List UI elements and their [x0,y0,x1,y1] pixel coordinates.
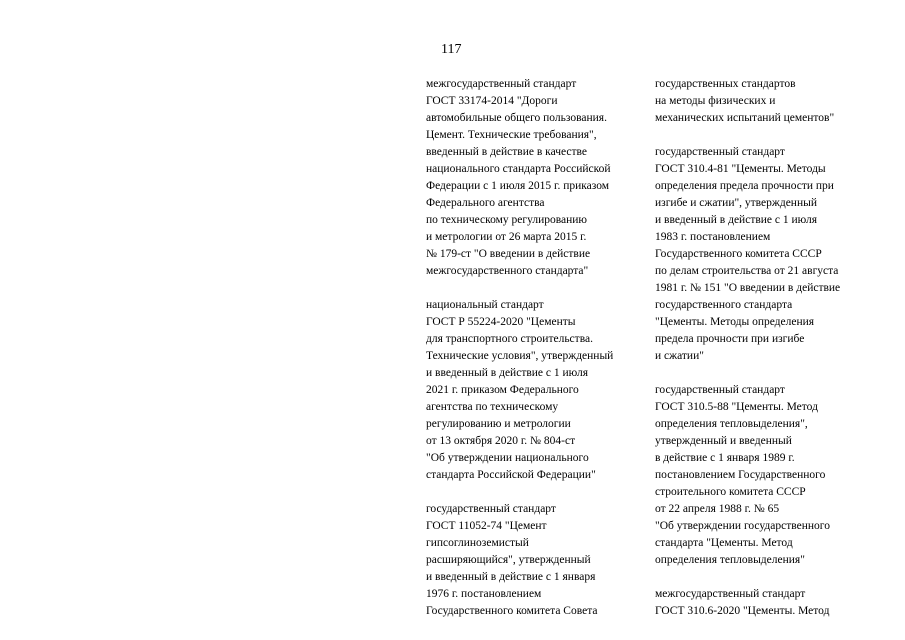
left-column-text-line: 1976 г. постановлением [426,588,542,600]
left-column-text-line: для транспортного строительства. [426,333,593,345]
left-column-text-line: стандарта Российской Федерации" [426,469,596,481]
right-column-text-line: определения тепловыделения", [655,418,808,430]
left-column-text-line: № 179-ст "О введении в действие [426,248,591,260]
right-column-text-line: и введенный в действие с 1 июля [655,214,817,226]
left-column-text-line: от 13 октября 2020 г. № 804-ст [426,435,576,447]
page-number: 117 [441,42,462,57]
right-column-text-line: на методы физических и [655,95,776,107]
right-column-text-line: и сжатии" [655,350,704,362]
left-column-text-line: межгосударственного стандарта" [426,265,589,277]
left-column-text-line: Цемент. Технические требования", [426,129,597,141]
right-column-text-line: постановлением Государственного [655,469,826,481]
left-column-text-line: национального стандарта Российской [426,163,611,175]
right-column-text-line: государственный стандарт [655,146,785,158]
right-column-text-line: государственных стандартов [655,78,796,90]
left-column-text-line: введенный в действие в качестве [426,146,588,158]
left-column-text-line: по техническому регулированию [426,214,588,226]
right-column-text-line: по делам строительства от 21 августа [655,265,839,277]
right-column-text-line: межгосударственный стандарт [655,588,806,600]
right-column-text-line: ГОСТ 310.5-88 "Цементы. Метод [655,401,818,413]
right-column-text-line: государственного стандарта [655,299,793,311]
right-column-text-line: определения тепловыделения" [655,554,805,566]
right-column-text-line: от 22 апреля 1988 г. № 65 [655,503,780,515]
right-column-text-line: изгибе и сжатии", утвержденный [655,197,817,209]
left-column-text-line: ГОСТ 11052-74 "Цемент [426,520,547,532]
left-column-text-line: регулированию и метрологии [426,418,571,430]
left-column-text-line: Технические условия", утвержденный [426,350,614,362]
right-column-text-line: стандарта "Цементы. Метод [655,537,793,549]
left-column-text-line: Федерального агентства [426,197,545,209]
right-column-text-line: ГОСТ 310.6-2020 "Цементы. Метод [655,605,830,617]
right-column-text-line: определения предела прочности при [655,180,834,192]
left-column-text-line: государственный стандарт [426,503,556,515]
right-column-text-line: механических испытаний цементов" [655,112,835,124]
right-column-text-line: Государственного комитета СССР [655,248,822,260]
left-column-text-line: агентства по техническому [426,401,559,413]
left-column-text-line: ГОСТ Р 55224-2020 "Цементы [426,316,576,328]
left-column-entry [426,76,641,280]
left-column-entry [426,501,641,620]
left-column-text-line: автомобильные общего пользования. [426,112,607,124]
left-column-text-line: и метрологии от 26 марта 2015 г. [426,231,587,243]
right-column-text-line: утвержденный и введенный [655,435,792,447]
right-column-text-line: 1983 г. постановлением [655,231,771,243]
right-column-text-line: государственный стандарт [655,384,785,396]
left-column-text-line: и введенный в действие с 1 июля [426,367,588,379]
left-column-text-line: и введенный в действие с 1 января [426,571,596,583]
left-column-entry [426,297,641,484]
left-column-text-line: национальный стандарт [426,299,544,311]
right-column [655,76,900,620]
right-column-text-line: "Цементы. Методы определения [655,316,815,328]
right-column-entry [655,144,900,365]
right-column-text-line: предела прочности при изгибе [655,333,805,345]
left-column-text-line: расширяющийся", утвержденный [426,554,591,566]
right-column-entry [655,382,900,569]
right-column-text-line: ГОСТ 310.4-81 "Цементы. Методы [655,163,826,175]
right-column-text-line: строительного комитета СССР [655,486,806,498]
left-column-text-line: гипсоглиноземистый [426,537,529,549]
right-column-entry [655,76,900,127]
right-column-text-line: "Об утверждении государственного [655,520,830,532]
right-column-entry [655,586,900,620]
left-column [426,76,641,620]
left-column-text-line: межгосударственный стандарт [426,78,577,90]
right-column-text-line: 1981 г. № 151 "О введении в действие [655,282,841,294]
left-column-text-line: ГОСТ 33174-2014 "Дороги [426,95,558,107]
left-column-text-line: "Об утверждении национального [426,452,589,464]
right-column-text-line: в действие с 1 января 1989 г. [655,452,795,464]
left-column-text-line: 2021 г. приказом Федерального [426,384,579,396]
left-column-text-line: Государственного комитета Совета [426,605,598,617]
left-column-text-line: Федерации с 1 июля 2015 г. приказом [426,180,610,192]
